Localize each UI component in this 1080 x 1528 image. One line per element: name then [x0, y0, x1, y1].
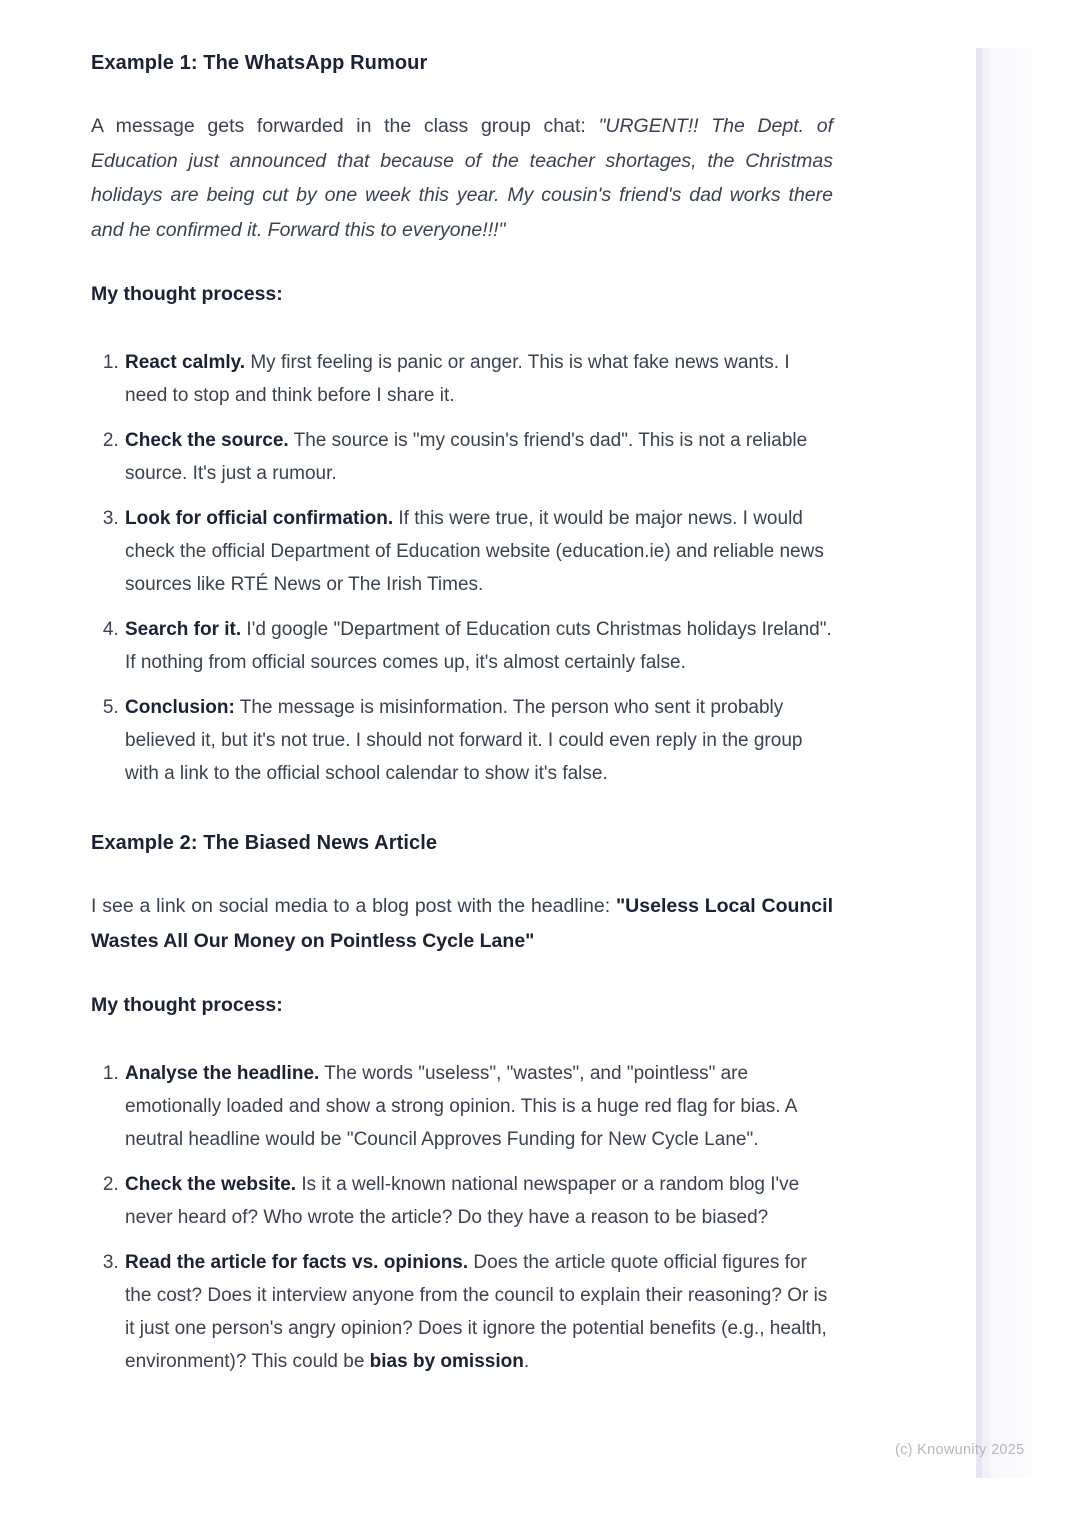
item-lead-bold: Look for official confirmation. [125, 508, 394, 529]
thought-process-heading-2: My thought process: [91, 994, 283, 1016]
document-page [91, 52, 833, 1420]
example-1-intro-paragraph [91, 109, 833, 247]
item-text: The words "useless", "wastes", and "pointless" are emotionally loaded and show a strong opinion. This is a huge red flag for bias. A neutral headline would be "Council Approves Funding for New Cycle Lane". [125, 1063, 797, 1150]
item-text: The source is "my cousin's friend's dad". This is not a reliable source. It's just a rumour. [125, 430, 808, 484]
example-1-heading: Example 1: The WhatsApp Rumour [91, 52, 428, 74]
item-text: If this were true, it would be major news. I would check the official Department of Education website (education.ie) and reliable news sources like RTÉ News or The Irish Times. [125, 508, 824, 595]
list-item [124, 1168, 833, 1234]
page-edge-strip-inner [982, 48, 990, 1478]
list-item [124, 1246, 833, 1378]
list-item [124, 502, 833, 601]
page-edge-strip-panel [990, 48, 1033, 1478]
knowunity-watermark: (c) Knowunity 2025 [895, 1442, 1025, 1458]
item-lead-bold: Check the source. [125, 430, 289, 451]
list-item [124, 613, 833, 679]
item-text: Does the article quote official figures for the cost? Does it interview anyone from the council to explain their reasoning? Or is it just one person's angry opinion? Does it ignore the potential benefits (e.g., health, environment)? This could be [125, 1252, 828, 1372]
list-item [124, 346, 833, 412]
list-item [124, 1057, 833, 1156]
intro-lead-text: I see a link on social media to a blog post with the headline: [91, 895, 616, 917]
list-item [124, 691, 833, 790]
headline-quote: "Useless Local Council Wastes All Our Money on Pointless Cycle Lane" [91, 895, 833, 952]
thought-process-list-2 [91, 1057, 833, 1378]
thought-process-list-1 [91, 346, 833, 790]
item-lead-bold: Analyse the headline. [125, 1063, 320, 1084]
list-item [124, 424, 833, 490]
example-2-heading: Example 2: The Biased News Article [91, 832, 438, 854]
item-text: My first feeling is panic or anger. This is what fake news wants. I need to stop and think before I share it. [125, 352, 790, 406]
whatsapp-message-quote: "URGENT!! The Dept. of Education just announced that because of the teacher shortages, the Christmas holidays are being cut by one week this year. My cousin's friend's dad works there and he confirmed it. Forward this to everyone!!!" [91, 115, 833, 241]
thought-process-heading-1: My thought process: [91, 283, 283, 305]
item-lead-bold: Read the article for facts vs. opinions. [125, 1252, 469, 1273]
item-trailing-bold: bias by omission [369, 1351, 524, 1372]
intro-lead-text: A message gets forwarded in the class group chat: [91, 115, 599, 137]
example-2-intro-paragraph [91, 889, 833, 958]
item-text: I'd google "Department of Education cuts Christmas holidays Ireland". If nothing from official sources comes up, it's almost certainly false. [125, 619, 832, 673]
item-lead-bold: Search for it. [125, 619, 242, 640]
item-text: Is it a well-known national newspaper or a random blog I've never heard of? Who wrote the article? Do they have a reason to be biased? [125, 1174, 800, 1228]
item-lead-bold: Check the website. [125, 1174, 297, 1195]
item-text: The message is misinformation. The person who sent it probably believed it, but it's not true. I should not forward it. I could even reply in the group with a link to the official school calendar to show it's false. [125, 697, 803, 784]
item-text: . [523, 1351, 530, 1372]
item-lead-bold: Conclusion: [125, 697, 235, 718]
item-lead-bold: React calmly. [125, 352, 246, 373]
